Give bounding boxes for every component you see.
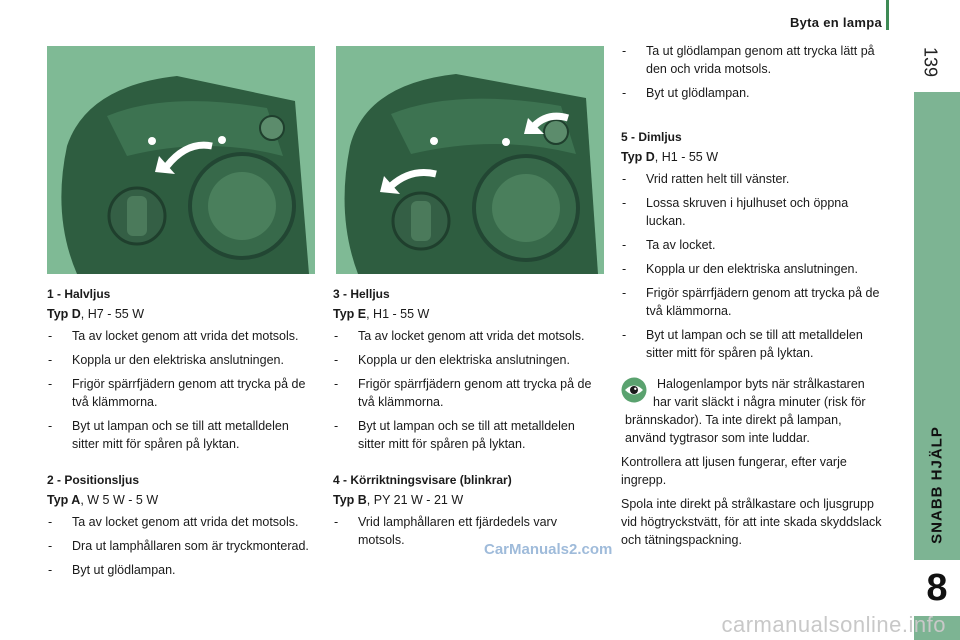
chapter-number: 8 — [914, 560, 960, 616]
step-item: - Frigör spärrfjädern genom att trycka på de två klämmorna. — [621, 284, 887, 320]
section-title: 5 - Dimljus — [621, 130, 682, 144]
type-line — [621, 148, 887, 166]
step-item: - Byt ut lampan och se till att metalldelen sitter mitt för spåren på lyktan. — [47, 417, 315, 453]
step-item: - Frigör spärrfjädern genom att trycka på de två klämmorna. — [47, 375, 315, 411]
headlamp-photo-rear-right — [336, 46, 604, 274]
step-item: - Lossa skruven i hjulhuset och öppna luckan. — [621, 194, 887, 230]
note-paragraph: Halogenlampor byts när strålkastaren har varit släckt i några minuter (risk för brännskador). Ta inte direkt på lampan, använd tygtrasor som inte luddar. — [625, 377, 866, 445]
step-item: - Byt ut glödlampan. — [621, 84, 887, 102]
side-tab — [914, 92, 960, 640]
step-item: - Ta av locket genom att vrida det motsols. — [47, 327, 315, 345]
step-item: - Byt ut lampan och se till att metalldelen sitter mitt för spåren på lyktan. — [333, 417, 601, 453]
type-spec: , H1 - 55 W — [654, 150, 719, 164]
type-spec: , W 5 W - 5 W — [80, 493, 159, 507]
step-item: - Ta av locket. — [621, 236, 887, 254]
steps-list — [621, 170, 887, 362]
section-helljus — [333, 285, 601, 453]
steps-list — [333, 327, 601, 453]
step-item: - Byt ut lampan och se till att metalldelen sitter mitt för spåren på lyktan. — [621, 326, 887, 362]
step-item: - Frigör spärrfjädern genom att trycka på de två klämmorna. — [333, 375, 601, 411]
headlamp-photo-rear-left — [47, 46, 315, 274]
section-halvljus — [47, 285, 315, 453]
section-korriktningsvisare — [333, 471, 601, 549]
type-label: Typ B — [333, 493, 367, 507]
type-spec: , H1 - 55 W — [366, 307, 430, 321]
type-spec: , PY 21 W - 21 W — [366, 493, 464, 507]
headlamp-illustration-2 — [336, 46, 604, 274]
steps-list — [47, 513, 315, 579]
step-item: - Koppla ur den elektriska anslutningen. — [621, 260, 887, 278]
step-item: - Vrid ratten helt till vänster. — [621, 170, 887, 188]
type-spec: , H7 - 55 W — [80, 307, 145, 321]
step-item: - Ta ut glödlampan genom att trycka lätt på den och vrida motsols. — [621, 42, 887, 78]
eye-icon — [621, 377, 647, 403]
note-paragraph: Spola inte direkt på strålkastare och ljusgrupp vid högtryckstvätt, för att inte skada skyddslack och tätningspackning. — [621, 497, 882, 547]
step-item: - Koppla ur den elektriska anslutningen. — [47, 351, 315, 369]
step-item: - Ta av locket genom att vrida det motsols. — [47, 513, 315, 531]
section-title: 3 - Helljus — [333, 287, 390, 301]
watermark-bottom: carmanualsonline.info — [721, 612, 946, 637]
type-label: Typ E — [333, 307, 367, 321]
section-dimljus — [621, 128, 887, 362]
side-tab-label: SNABB HJÄLP — [928, 426, 946, 544]
column-left — [47, 285, 315, 585]
type-line — [47, 305, 315, 323]
section-title: 4 - Körriktningsvisare (blinkrar) — [333, 473, 512, 487]
type-line — [333, 305, 601, 323]
header-title: Byta en lampa — [789, 15, 882, 30]
steps-list-continued — [621, 42, 887, 102]
type-line — [47, 491, 315, 509]
note-box — [621, 375, 883, 555]
step-item: - Byt ut glödlampan. — [47, 561, 315, 579]
column-middle — [333, 285, 601, 555]
note-paragraph: Kontrollera att ljusen fungerar, efter varje ingrepp. — [621, 455, 847, 487]
header-rule — [886, 0, 889, 30]
step-item: - Vrid lamphållaren ett fjärdedels varv motsols. — [333, 513, 601, 549]
headlamp-illustration-1 — [47, 46, 315, 274]
section-title: 1 - Halvljus — [47, 287, 111, 301]
page-number: 139 — [920, 46, 941, 78]
step-item: - Koppla ur den elektriska anslutningen. — [333, 351, 601, 369]
step-item: - Ta av locket genom att vrida det motsols. — [333, 327, 601, 345]
step-item: - Dra ut lamphållaren som är tryckmonterad. — [47, 537, 315, 555]
type-label: Typ D — [621, 150, 655, 164]
type-line — [333, 491, 601, 509]
type-label: Typ A — [47, 493, 81, 507]
watermark-center: CarManuals2.com — [484, 541, 613, 558]
column-right — [621, 42, 887, 368]
type-label: Typ D — [47, 307, 81, 321]
steps-list — [47, 327, 315, 453]
section-title: 2 - Positionsljus — [47, 473, 140, 487]
section-positionsljus — [47, 471, 315, 579]
